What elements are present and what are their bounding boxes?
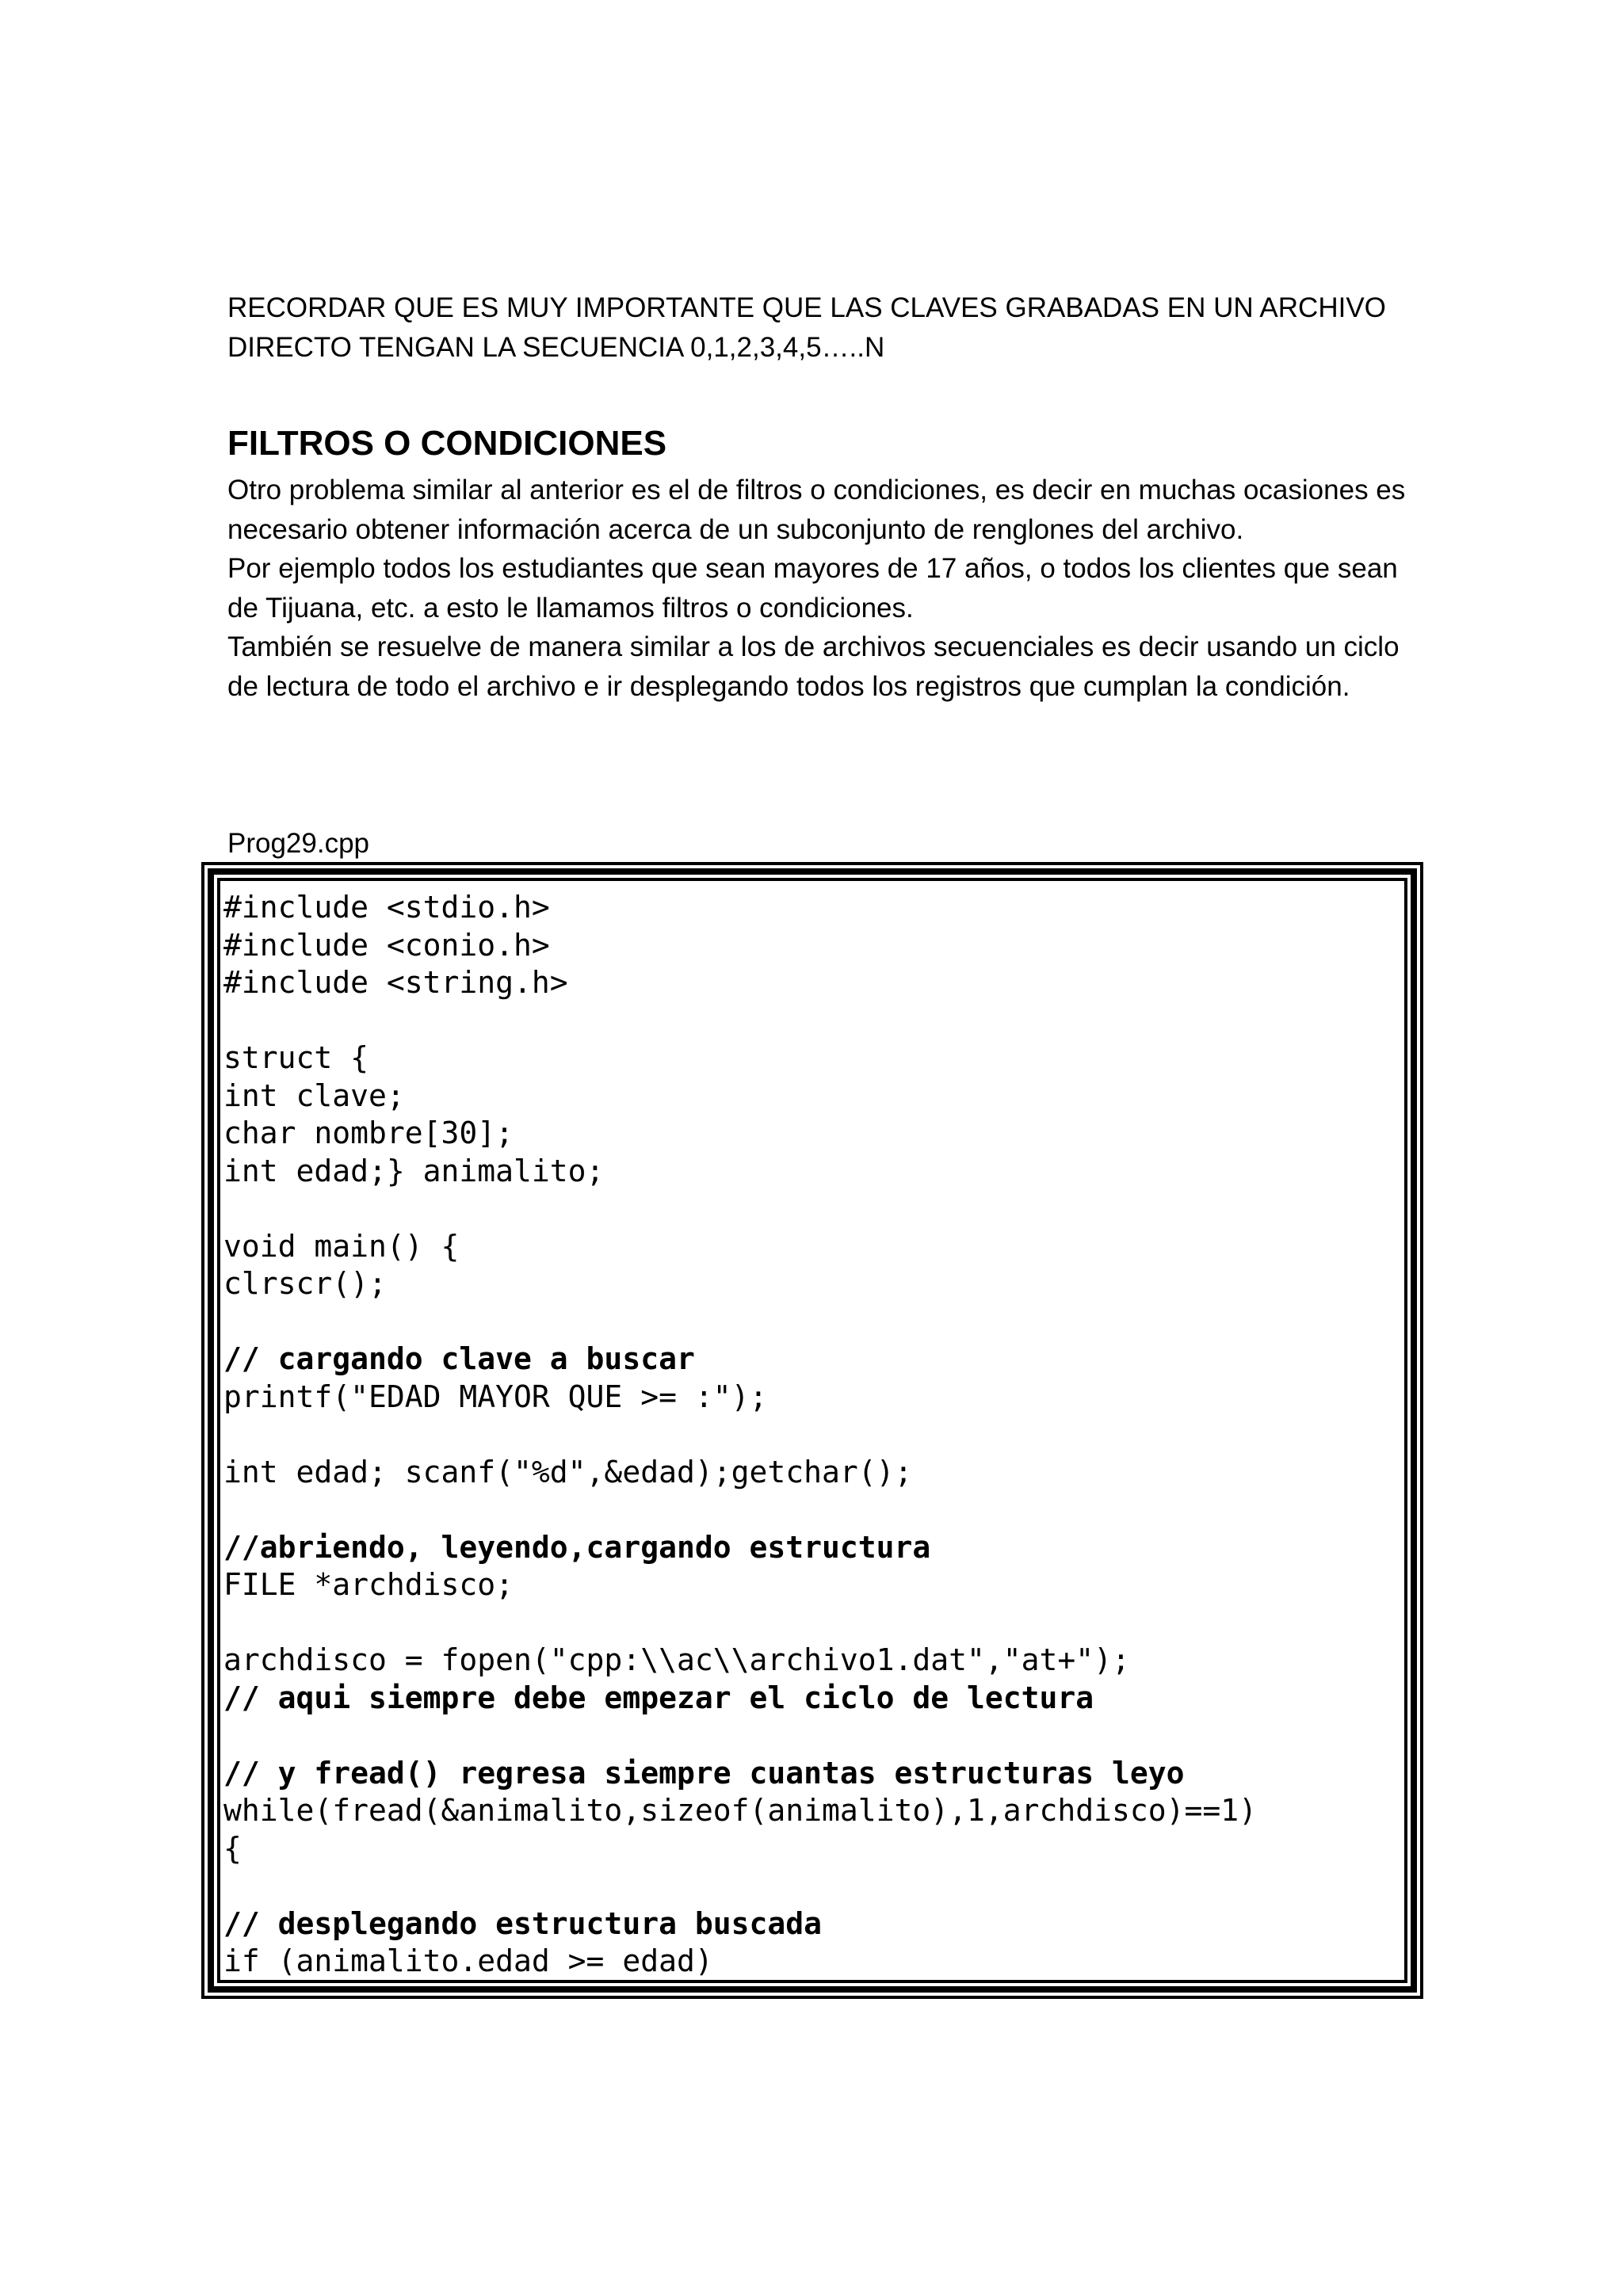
code-comment-line: // desplegando estructura buscada — [223, 1905, 822, 1941]
code-line: printf("EDAD MAYOR QUE >= :"); — [223, 1379, 768, 1414]
code-line: archdisco = fopen("cpp:\\ac\\archivo1.dat","at+"); — [223, 1642, 1130, 1677]
code-filename: Prog29.cpp — [227, 828, 370, 859]
code-line: FILE *archdisco; — [223, 1567, 514, 1602]
code-line — [223, 1867, 1404, 1905]
code-line — [223, 1303, 1404, 1341]
intro-line: RECORDAR QUE ES MUY IMPORTANTE QUE LAS CLAVES GRABADAS EN UN ARCHIVO — [227, 292, 1386, 323]
code-line — [223, 1604, 1404, 1642]
intro-note — [227, 288, 1416, 367]
code-line: void main() { — [223, 1228, 460, 1264]
section-heading: FILTROS O CONDICIONES — [227, 424, 667, 463]
code-comment-line: // cargando clave a buscar — [223, 1341, 695, 1376]
code-listing — [217, 878, 1407, 1983]
code-line: char nombre[30]; — [223, 1116, 514, 1150]
code-line — [223, 1002, 1404, 1040]
intro-line: DIRECTO TENGAN LA SECUENCIA 0,1,2,3,4,5…..N — [227, 331, 885, 363]
code-line — [223, 1416, 1404, 1454]
section-body — [227, 471, 1416, 706]
code-line: #include <conio.h> — [223, 927, 550, 963]
paragraph: Por ejemplo todos los estudiantes que sean mayores de 17 años, o todos los clientes que sean de Tijuana, etc. a esto le llamamos filtros o condiciones. — [227, 553, 1398, 624]
code-line — [223, 1491, 1404, 1529]
code-line: struct { — [223, 1040, 369, 1075]
code-line: int edad;} animalito; — [223, 1153, 605, 1188]
code-box-border — [208, 868, 1417, 1993]
code-line: if (animalito.edad >= edad) — [223, 1943, 713, 1978]
code-line — [223, 1190, 1404, 1228]
paragraph: También se resuelve de manera similar a los de archivos secuenciales es decir usando un ciclo de lectura de todo el archivo e ir desplegando todos los registros que cumplan la condición. — [227, 631, 1400, 702]
paragraph: Otro problema similar al anterior es el de filtros o condiciones, es decir en muchas ocasiones es necesario obtener información acerca de un subconjunto de renglones del archivo. — [227, 475, 1406, 545]
code-line: clrscr(); — [223, 1266, 387, 1301]
code-comment-line: //abriendo, leyendo,cargando estructura — [223, 1529, 931, 1565]
code-box — [201, 862, 1423, 1999]
code-line: int clave; — [223, 1077, 405, 1113]
code-line — [223, 1717, 1404, 1755]
code-line: { — [223, 1830, 242, 1866]
code-comment-line: // y fread() regresa siempre cuantas estructuras leyo — [223, 1755, 1185, 1791]
code-line: int edad; scanf("%d",&edad);getchar(); — [223, 1454, 913, 1489]
code-line: while(fread(&animalito,sizeof(animalito),1,archdisco)==1) — [223, 1793, 1258, 1828]
code-comment-line: // aqui siempre debe empezar el ciclo de lectura — [223, 1680, 1094, 1715]
code-line: #include <string.h> — [223, 965, 568, 1000]
code-line: #include <stdio.h> — [223, 890, 550, 925]
